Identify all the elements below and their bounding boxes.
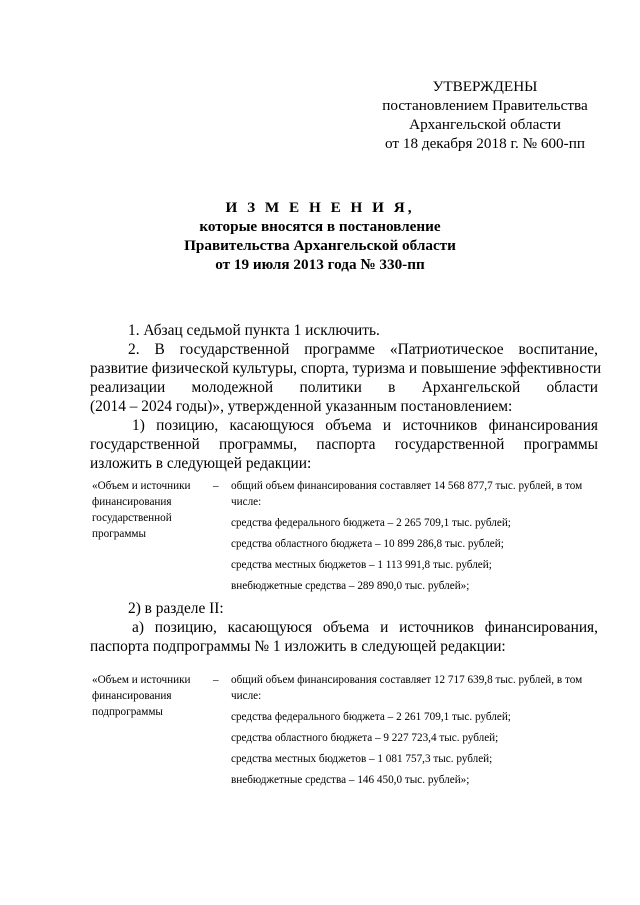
funding-offbudget: внебюджетные средства – 289 890,0 тыс. рублей»;	[231, 580, 470, 592]
item-2-1-line: изложить в следующей редакции:	[90, 455, 312, 472]
paragraph-group-2	[90, 599, 598, 656]
approval-heading: УТВЕРЖДЕНЫ	[432, 78, 538, 95]
funding-federal: средства федерального бюджета – 2 265 709,1 тыс. рублей;	[231, 517, 511, 529]
item-2-2: 2) в разделе II:	[128, 600, 224, 617]
item-1: 1. Абзац седьмой пункта 1 исключить.	[128, 322, 380, 339]
document-title	[130, 198, 510, 274]
title-line: от 19 июля 2013 года № 330-пп	[215, 256, 425, 273]
table-right-cell	[231, 672, 601, 791]
funding-regional: средства областного бюджета – 9 227 723,4 тыс. рублей;	[231, 732, 499, 744]
item-2-1-line: государственной программы, паспорта государственной программы	[90, 436, 598, 453]
item-2-line: развитие физической культуры, спорта, туризма и повышение эффективности	[90, 360, 602, 377]
approval-date: от 18 декабря 2018 г. № 600-пп	[385, 135, 585, 152]
paragraph-group-1	[90, 321, 602, 473]
funding-local: средства местных бюджетов – 1 081 757,3 тыс. рублей;	[231, 753, 493, 765]
table-left-cell: «Объем и источники финансирования государственной программы	[92, 480, 191, 540]
approval-stamp	[370, 77, 600, 153]
item-2-2a-line: паспорта подпрограммы № 1 изложить в следующей редакции:	[90, 638, 506, 655]
item-2-line: 2. В государственной программе «Патриотическое воспитание,	[128, 341, 598, 358]
table-dash: –	[213, 674, 219, 686]
table-dash: –	[213, 480, 219, 492]
approval-line: постановлением Правительства	[382, 97, 588, 114]
funding-federal: средства федерального бюджета – 2 261 709,1 тыс. рублей;	[231, 711, 511, 723]
title-line: Правительства Архангельской области	[184, 237, 456, 254]
item-2-1-line: 1) позицию, касающуюся объема и источников финансирования	[132, 417, 598, 434]
approval-line: Архангельской области	[409, 116, 561, 133]
funding-regional: средства областного бюджета – 10 899 286,8 тыс. рублей;	[231, 538, 504, 550]
title-line: которые вносятся в постановление	[199, 218, 441, 235]
funding-local: средства местных бюджетов – 1 113 991,8 тыс. рублей;	[231, 559, 492, 571]
item-2-line: реализации молодежной политики в Архангельской области	[90, 379, 598, 396]
table-right-cell	[231, 478, 601, 597]
funding-total: общий объем финансирования составляет 12 717 639,8 тыс. рублей, в том числе:	[231, 674, 583, 702]
item-2-line: (2014 – 2024 годы)», утвержденной указанным постановлением:	[90, 398, 513, 415]
funding-offbudget: внебюджетные средства – 146 450,0 тыс. рублей»;	[231, 774, 470, 786]
table-left-cell: «Объем и источники финансирования подпрограммы	[92, 674, 191, 718]
funding-total: общий объем финансирования составляет 14 568 877,7 тыс. рублей, в том числе:	[231, 480, 583, 508]
title-heading: И З М Е Н Е Н И Я,	[225, 199, 415, 216]
item-2-2a-line: а) позицию, касающуюся объема и источников финансирования,	[132, 619, 598, 636]
